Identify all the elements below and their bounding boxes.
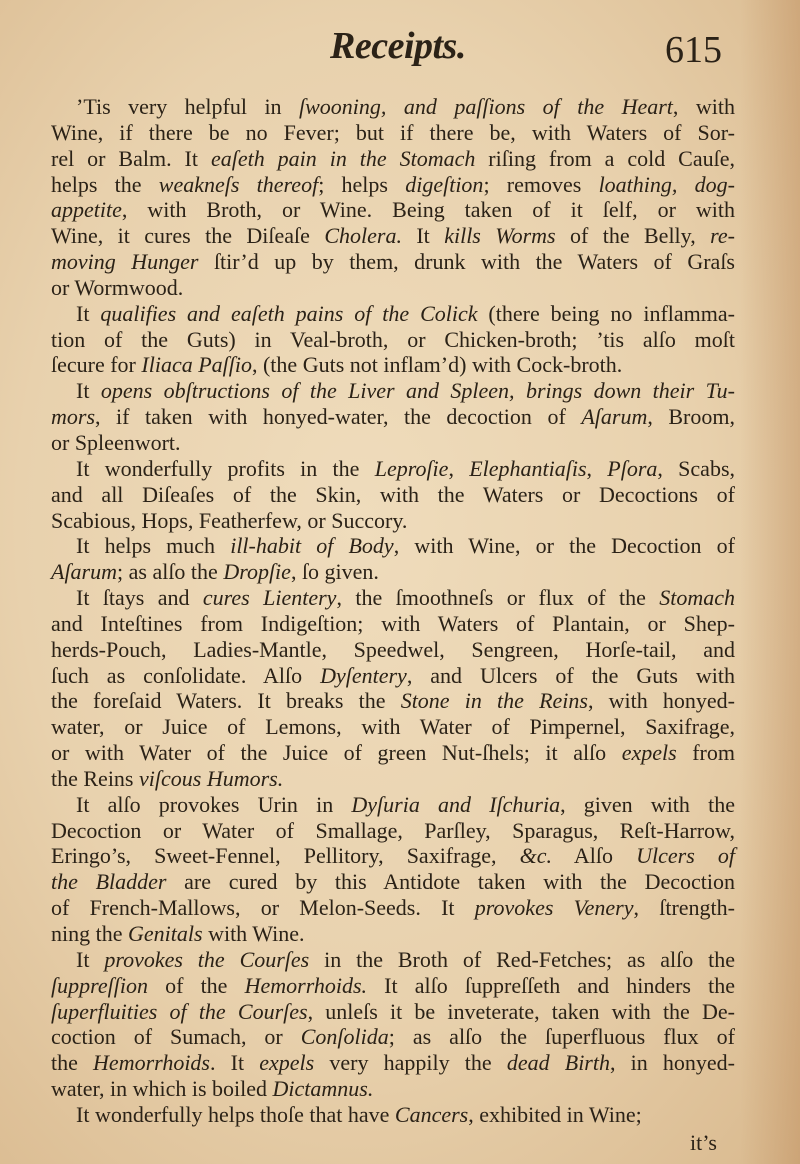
text-line — [51, 688, 735, 714]
roman-text: , (the Guts not inflam’d) with Cock-broth. — [251, 352, 623, 378]
roman-text: of the — [147, 972, 245, 998]
roman-text: , — [586, 455, 608, 481]
text-line — [51, 197, 735, 223]
roman-text: Decoction or Water of Smallage, Parſley, Sparagus, Reſt-Harrow, — [51, 817, 735, 843]
roman-text: riſing from a cold Cauſe, — [475, 145, 735, 171]
roman-text: , with honyed- — [587, 688, 735, 714]
roman-text: It — [76, 300, 101, 326]
roman-text: Alſo — [552, 843, 637, 869]
text-line — [51, 611, 735, 637]
italic-text: provokes Venery — [474, 895, 634, 921]
roman-text: rel or Balm. It — [51, 145, 211, 171]
paragraph — [51, 533, 735, 585]
roman-text: ſuch as conſolidate. Alſo — [51, 662, 321, 688]
roman-text: , unleſs it be inveterate, taken with the De- — [307, 998, 735, 1024]
text-line — [51, 456, 735, 482]
roman-text: Eringo’s, Sweet-Fennel, Pellitory, Saxifrage, — [51, 843, 520, 869]
roman-text: It ſtays and — [76, 585, 203, 611]
roman-text: Scabious, Hops, Featherfew, or Succory. — [51, 507, 408, 533]
italic-text: the Bladder — [51, 869, 167, 895]
roman-text: , the ſmoothneſs or flux of the — [336, 585, 660, 611]
italic-text: mors — [51, 404, 96, 430]
roman-text: Wine, if there be no Fever; but if there be, with Waters of Sor- — [51, 119, 735, 145]
italic-text: Dictamnus. — [272, 1076, 374, 1102]
roman-text: from — [676, 740, 735, 766]
italic-text: Genitals — [128, 921, 203, 946]
roman-text: , given with the — [560, 791, 735, 817]
text-line — [51, 947, 735, 973]
roman-text: ; helps — [318, 171, 406, 197]
text-line — [51, 869, 735, 895]
italic-text: eaſeth pain in the Stomach — [210, 145, 476, 171]
paragraph — [51, 456, 735, 534]
roman-text: helps the — [51, 171, 159, 197]
roman-text: , with Broth, or Wine. Being taken of it ſelf, or with — [121, 197, 735, 223]
text-line — [51, 94, 735, 120]
italic-text: moving Hunger — [51, 249, 199, 275]
italic-text: viſcous Humors. — [139, 765, 284, 791]
text-line — [51, 585, 735, 611]
italic-text: Stone in the Reins — [400, 688, 588, 714]
italic-text: Conſolida — [300, 1024, 389, 1050]
text-line — [51, 352, 735, 378]
roman-text: , ſo given. — [290, 559, 379, 585]
text-line — [51, 404, 735, 430]
roman-text: , exhibited in Wine; — [468, 1101, 642, 1127]
roman-text: ; removes — [483, 171, 599, 197]
italic-text: kills Worms — [444, 223, 556, 249]
roman-text: the — [51, 1050, 94, 1076]
roman-text: . It — [210, 1050, 260, 1076]
roman-text: Wine, it cures the Diſeaſe — [51, 223, 325, 249]
roman-text: coction of Sumach, or — [51, 1024, 301, 1050]
italic-text: provokes the Courſes — [104, 946, 310, 972]
text-line — [51, 921, 735, 947]
italic-text: appetite — [51, 197, 122, 223]
roman-text: , with — [672, 94, 735, 119]
italic-text: expels — [621, 740, 677, 766]
text-line — [51, 1076, 735, 1102]
italic-text: ſuppreſſion — [51, 972, 148, 998]
running-header-title: Receipts. — [330, 25, 466, 67]
roman-text: and Inteſtines from Indigeſtion; with Waters of Plantain, or Shep- — [51, 610, 735, 636]
italic-text: ill-habit of Body — [230, 533, 394, 559]
text-line — [51, 766, 735, 792]
text-line — [51, 637, 735, 663]
roman-text: , if taken with honyed-water, the decoction of — [95, 404, 582, 430]
roman-text: It — [401, 223, 445, 249]
italic-text: ſwooning, and paſſions of the Heart — [299, 94, 673, 119]
roman-text: It — [76, 378, 101, 404]
italic-text: opens obſtructions of the Liver and Spleen, brings down their Tu- — [100, 378, 735, 404]
roman-text: in the Broth of Red-Fetches; as alſo the — [309, 946, 735, 972]
italic-text: Aſarum — [51, 559, 117, 585]
roman-text: ’Tis very helpful in — [76, 94, 300, 119]
page-number: 615 — [665, 29, 722, 71]
text-line — [51, 223, 735, 249]
roman-text: or Spleenwort. — [51, 429, 181, 455]
text-line — [51, 714, 735, 740]
roman-text: the Reins — [51, 765, 139, 791]
text-line — [51, 999, 735, 1025]
roman-text: herds-Pouch, Ladies-Mantle, Speedwel, Sengreen, Horſe-tail, and — [51, 636, 735, 662]
roman-text: It wonderfully profits in the — [76, 455, 375, 481]
text-line — [51, 301, 735, 327]
text-line — [51, 663, 735, 689]
roman-text: It alſo provokes Urin in — [76, 791, 352, 817]
text-line — [51, 1102, 735, 1128]
italic-text: cures Lientery — [202, 585, 337, 611]
paragraph — [51, 1102, 735, 1128]
roman-text: , ſtrength- — [633, 895, 735, 921]
italic-text: Dyſentery — [320, 662, 407, 688]
page-edge-shadow — [740, 0, 800, 1164]
roman-text: , — [448, 455, 470, 481]
roman-text: water, in which is boiled — [51, 1076, 273, 1102]
text-line — [51, 146, 735, 172]
paragraph — [51, 792, 735, 947]
italic-text: Hemorrhoids — [93, 1050, 210, 1076]
text-line — [51, 895, 735, 921]
roman-text: or with Water of the Juice of green Nut-ſhels; it alſo — [51, 740, 622, 766]
text-line — [51, 559, 735, 585]
roman-text: ſtir’d up by them, drunk with the Waters of Graſs — [198, 249, 735, 275]
italic-text: dead Birth — [506, 1050, 610, 1076]
italic-text: re- — [710, 223, 735, 249]
body-text — [51, 94, 735, 1128]
roman-text: tion of the Guts) in Veal-broth, or Chicken-broth; ’tis alſo moſt — [51, 326, 735, 352]
roman-text: ſecure for — [51, 352, 142, 378]
roman-text: of the Belly, — [555, 223, 711, 249]
roman-text: , with Wine, or the Decoction of — [393, 533, 735, 559]
italic-text: &c. — [519, 843, 552, 869]
roman-text: , Broom, — [647, 404, 735, 430]
italic-text: Elephantiaſis — [469, 455, 587, 481]
roman-text: or Wormwood. — [51, 274, 184, 300]
italic-text: weakneſs thereof — [158, 171, 319, 197]
roman-text: very happily the — [314, 1050, 507, 1076]
text-line — [51, 172, 735, 198]
text-line — [51, 792, 735, 818]
italic-text: Aſarum — [581, 404, 648, 430]
roman-text: and all Diſeaſes of the Skin, with the Waters or Decoctions of — [51, 481, 735, 507]
text-line — [51, 508, 735, 534]
italic-text: Leproſie — [374, 455, 449, 481]
text-line — [51, 973, 735, 999]
text-line — [51, 482, 735, 508]
roman-text: It helps much — [76, 533, 231, 559]
roman-text: It — [76, 946, 105, 972]
text-line — [51, 740, 735, 766]
roman-text: ning the — [51, 921, 128, 946]
italic-text: digeſtion — [405, 171, 484, 197]
roman-text: It wonderfully helps thoſe that have — [76, 1101, 395, 1127]
roman-text: of French-Mallows, or Melon-Seeds. It — [51, 895, 475, 921]
text-line — [51, 533, 735, 559]
text-line — [51, 1024, 735, 1050]
text-line — [51, 275, 735, 301]
italic-text: expels — [259, 1050, 315, 1076]
roman-text: water, or Juice of Lemons, with Water of Pimpernel, Saxifrage, — [51, 714, 735, 740]
italic-text: Ulcers of — [636, 843, 735, 869]
text-line — [51, 818, 735, 844]
italic-text: Iliaca Paſſio — [141, 352, 252, 378]
roman-text: are cured by this Antidote taken with the Decoction — [166, 869, 735, 895]
roman-text: , Scabs, — [657, 455, 736, 481]
roman-text: , in honyed- — [609, 1050, 735, 1076]
paragraph — [51, 378, 735, 456]
text-line — [51, 430, 735, 456]
italic-text: Cholera. — [324, 223, 402, 249]
text-line — [51, 843, 735, 869]
text-line — [51, 378, 735, 404]
paragraph — [51, 94, 735, 301]
catchword: it’s — [690, 1130, 717, 1155]
italic-text: ſuperfluities of the Courſes — [51, 998, 308, 1024]
italic-text: Stomach — [659, 585, 736, 611]
italic-text: Dropſie — [223, 559, 291, 585]
roman-text: ; as alſo the ſuperfluous flux of — [388, 1024, 735, 1050]
text-line — [51, 327, 735, 353]
italic-text: Dyſuria and Iſchuria — [351, 791, 561, 817]
paragraph — [51, 301, 735, 379]
paragraph — [51, 585, 735, 792]
italic-text: Cancers — [394, 1101, 469, 1127]
paragraph — [51, 947, 735, 1102]
text-line — [51, 120, 735, 146]
roman-text: (there being no inflamma- — [477, 300, 735, 326]
italic-text: Hemorrhoids. — [244, 972, 368, 998]
roman-text: with Wine. — [202, 921, 305, 946]
roman-text: the foreſaid Waters. It breaks the — [51, 688, 401, 714]
roman-text: ; as alſo the — [117, 559, 224, 585]
roman-text: , and Ulcers of the Guts with — [406, 662, 735, 688]
text-line — [51, 1050, 735, 1076]
italic-text: qualifies and eaſeth pains of the Colick — [100, 300, 478, 326]
italic-text: loathing, dog- — [598, 171, 735, 197]
roman-text: It alſo ſuppreſſeth and hinders the — [367, 972, 736, 998]
italic-text: Pſora — [607, 455, 658, 481]
text-line — [51, 249, 735, 275]
